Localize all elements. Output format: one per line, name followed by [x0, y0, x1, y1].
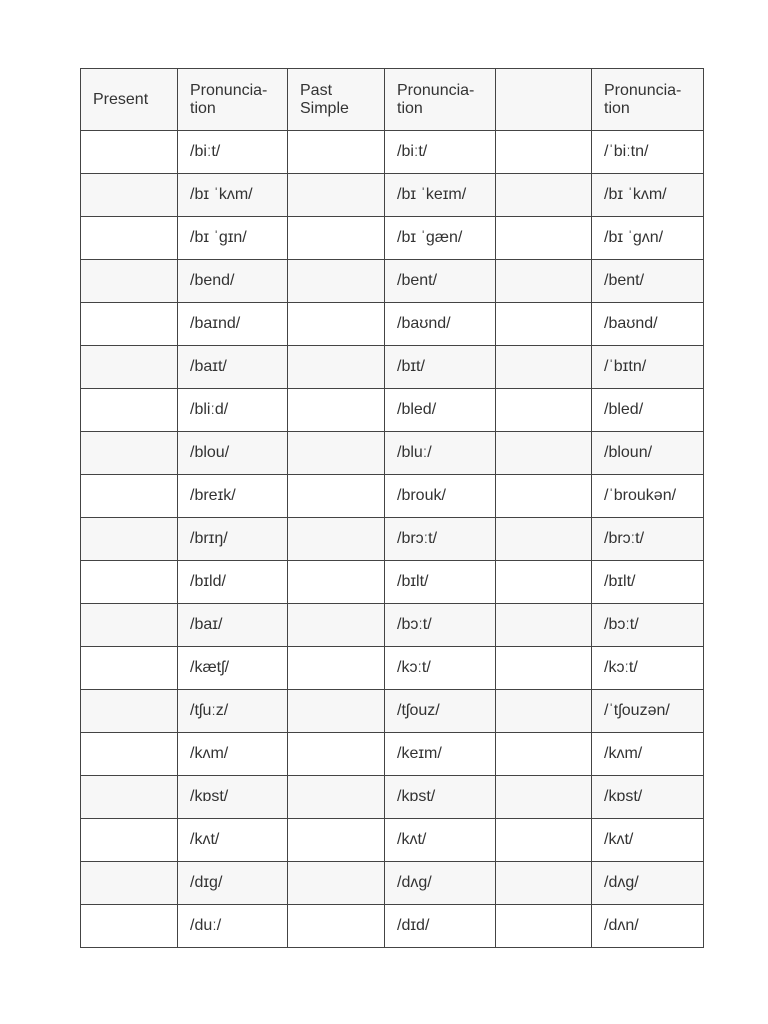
present-pronunciation-cell: /duː/: [178, 905, 288, 948]
table-row: [81, 131, 704, 174]
past-pronunciation-cell: /baʊnd/: [385, 303, 496, 346]
present-cell: [81, 604, 178, 647]
past-simple-cell: [288, 862, 385, 905]
present-pronunciation-cell: /kʌm/: [178, 733, 288, 776]
present-pronunciation-cell: /baɪnd/: [178, 303, 288, 346]
table-row: [81, 561, 704, 604]
present-pronunciation-cell: /kʌt/: [178, 819, 288, 862]
past-pronunciation-cell: /bɪ ˈgæn/: [385, 217, 496, 260]
header-pronunciation-present: Pronuncia- tion: [178, 69, 288, 131]
blank-cell: [496, 260, 592, 303]
present-pronunciation-cell: /biːt/: [178, 131, 288, 174]
present-pronunciation-cell: /brɪŋ/: [178, 518, 288, 561]
past-simple-cell: [288, 561, 385, 604]
participle-pronunciation-cell: /ˈbiːtn/: [592, 131, 704, 174]
table-row: [81, 432, 704, 475]
table-row: [81, 217, 704, 260]
past-pronunciation-cell: /bled/: [385, 389, 496, 432]
past-pronunciation-cell: /bent/: [385, 260, 496, 303]
past-simple-cell: [288, 905, 385, 948]
present-cell: [81, 389, 178, 432]
table-row: [81, 174, 704, 217]
participle-pronunciation-cell: /brɔːt/: [592, 518, 704, 561]
blank-cell: [496, 475, 592, 518]
table-row: [81, 647, 704, 690]
present-cell: [81, 561, 178, 604]
blank-cell: [496, 174, 592, 217]
past-pronunciation-cell: /biːt/: [385, 131, 496, 174]
table-row: [81, 905, 704, 948]
participle-pronunciation-cell: /baʊnd/: [592, 303, 704, 346]
past-simple-cell: [288, 733, 385, 776]
table-row: [81, 303, 704, 346]
blank-cell: [496, 862, 592, 905]
past-pronunciation-cell: /dɪd/: [385, 905, 496, 948]
participle-pronunciation-cell: /bɪ ˈkʌm/: [592, 174, 704, 217]
past-pronunciation-cell: /kɒst/: [385, 776, 496, 819]
table-body: [81, 131, 704, 948]
present-cell: [81, 905, 178, 948]
past-pronunciation-cell: /brouk/: [385, 475, 496, 518]
present-pronunciation-cell: /bliːd/: [178, 389, 288, 432]
table-row: [81, 819, 704, 862]
past-pronunciation-cell: /kɔːt/: [385, 647, 496, 690]
past-pronunciation-cell: /bɪ ˈkeɪm/: [385, 174, 496, 217]
past-pronunciation-cell: /keɪm/: [385, 733, 496, 776]
participle-pronunciation-cell: /ˈbɪtn/: [592, 346, 704, 389]
blank-cell: [496, 776, 592, 819]
table-row: [81, 346, 704, 389]
blank-cell: [496, 647, 592, 690]
participle-pronunciation-cell: /bent/: [592, 260, 704, 303]
present-pronunciation-cell: /bend/: [178, 260, 288, 303]
present-cell: [81, 260, 178, 303]
present-cell: [81, 303, 178, 346]
past-simple-cell: [288, 260, 385, 303]
past-pronunciation-cell: /dʌg/: [385, 862, 496, 905]
blank-cell: [496, 131, 592, 174]
past-pronunciation-cell: /bɪlt/: [385, 561, 496, 604]
past-simple-cell: [288, 604, 385, 647]
past-simple-cell: [288, 647, 385, 690]
present-cell: [81, 862, 178, 905]
table-row: [81, 604, 704, 647]
table-row: [81, 475, 704, 518]
present-cell: [81, 131, 178, 174]
participle-pronunciation-cell: /dʌg/: [592, 862, 704, 905]
present-cell: [81, 174, 178, 217]
present-pronunciation-cell: /dɪg/: [178, 862, 288, 905]
header-pronunciation-participle: Pronuncia- tion: [592, 69, 704, 131]
present-pronunciation-cell: /baɪ/: [178, 604, 288, 647]
present-cell: [81, 647, 178, 690]
present-pronunciation-cell: /bɪld/: [178, 561, 288, 604]
past-simple-cell: [288, 518, 385, 561]
table-header-row: [81, 69, 704, 131]
present-cell: [81, 346, 178, 389]
past-simple-cell: [288, 346, 385, 389]
present-cell: [81, 733, 178, 776]
present-cell: [81, 432, 178, 475]
blank-cell: [496, 303, 592, 346]
present-pronunciation-cell: /baɪt/: [178, 346, 288, 389]
blank-cell: [496, 518, 592, 561]
present-cell: [81, 475, 178, 518]
blank-cell: [496, 690, 592, 733]
participle-pronunciation-cell: /ˈtʃouzən/: [592, 690, 704, 733]
participle-pronunciation-cell: /bloun/: [592, 432, 704, 475]
past-simple-cell: [288, 131, 385, 174]
header-pronunciation-past: Pronuncia- tion: [385, 69, 496, 131]
table-row: [81, 862, 704, 905]
participle-pronunciation-cell: /bɪlt/: [592, 561, 704, 604]
present-pronunciation-cell: /bɪ ˈgɪn/: [178, 217, 288, 260]
past-pronunciation-cell: /bɪt/: [385, 346, 496, 389]
present-cell: [81, 690, 178, 733]
past-simple-cell: [288, 432, 385, 475]
present-pronunciation-cell: /kætʃ/: [178, 647, 288, 690]
participle-pronunciation-cell: /kɒst/: [592, 776, 704, 819]
irregular-verbs-table: [80, 68, 704, 948]
past-pronunciation-cell: /brɔːt/: [385, 518, 496, 561]
blank-cell: [496, 389, 592, 432]
participle-pronunciation-cell: /kʌm/: [592, 733, 704, 776]
present-pronunciation-cell: /tʃuːz/: [178, 690, 288, 733]
participle-pronunciation-cell: /kʌt/: [592, 819, 704, 862]
table-row: [81, 776, 704, 819]
past-simple-cell: [288, 389, 385, 432]
blank-cell: [496, 905, 592, 948]
past-pronunciation-cell: /tʃouz/: [385, 690, 496, 733]
participle-pronunciation-cell: /dʌn/: [592, 905, 704, 948]
participle-pronunciation-cell: /bɔːt/: [592, 604, 704, 647]
past-simple-cell: [288, 690, 385, 733]
table-row: [81, 690, 704, 733]
past-pronunciation-cell: /bɔːt/: [385, 604, 496, 647]
past-pronunciation-cell: /kʌt/: [385, 819, 496, 862]
past-simple-cell: [288, 776, 385, 819]
past-simple-cell: [288, 819, 385, 862]
past-pronunciation-cell: /bluː/: [385, 432, 496, 475]
present-cell: [81, 819, 178, 862]
present-cell: [81, 776, 178, 819]
past-simple-cell: [288, 303, 385, 346]
present-pronunciation-cell: /blou/: [178, 432, 288, 475]
present-pronunciation-cell: /breɪk/: [178, 475, 288, 518]
present-cell: [81, 518, 178, 561]
table-row: [81, 733, 704, 776]
blank-cell: [496, 604, 592, 647]
present-pronunciation-cell: /bɪ ˈkʌm/: [178, 174, 288, 217]
participle-pronunciation-cell: /ˈbroukən/: [592, 475, 704, 518]
table-row: [81, 260, 704, 303]
table-row: [81, 389, 704, 432]
blank-cell: [496, 217, 592, 260]
present-cell: [81, 217, 178, 260]
participle-pronunciation-cell: /kɔːt/: [592, 647, 704, 690]
past-simple-cell: [288, 475, 385, 518]
header-present: Present: [81, 69, 178, 131]
participle-pronunciation-cell: /bɪ ˈgʌn/: [592, 217, 704, 260]
header-blank: [496, 69, 592, 131]
header-past-simple: Past Simple: [288, 69, 385, 131]
blank-cell: [496, 346, 592, 389]
participle-pronunciation-cell: /bled/: [592, 389, 704, 432]
blank-cell: [496, 561, 592, 604]
blank-cell: [496, 733, 592, 776]
blank-cell: [496, 432, 592, 475]
table-row: [81, 518, 704, 561]
present-pronunciation-cell: /kɒst/: [178, 776, 288, 819]
past-simple-cell: [288, 217, 385, 260]
past-simple-cell: [288, 174, 385, 217]
blank-cell: [496, 819, 592, 862]
